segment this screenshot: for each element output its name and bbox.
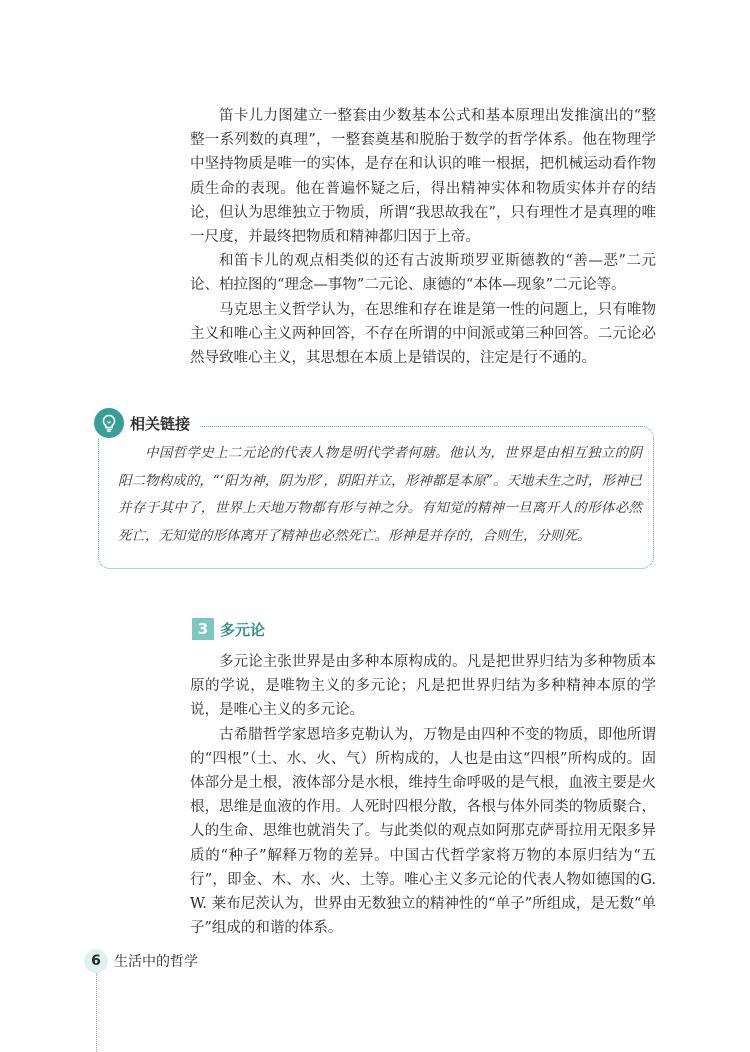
section-number-badge: 3 (192, 618, 214, 640)
paragraph-marxist-view: 马克思主义哲学认为，在思维和存在谁是第一性的问题上，只有唯物主义和唯心主义两种回答，不存在所谓的中间派或第三种回答。二元论必然导致唯心主义，其思想在本质上是错误的，注定是行不通的。 (190, 301, 656, 367)
paragraph-pluralism-definition: 多元论主张世界是由多种本原构成的。凡是把世界归结为多种物质本原的学说，是唯物主义的多元论；凡是把世界归结为多种精神本原的学说，是唯心主义的多元论。 (190, 654, 656, 719)
lightbulb-icon (94, 408, 124, 438)
paragraph-descartes: 笛卡儿力图建立一整套由少数基本公式和基本原理出发推演出的“整整一系列数的真理”，一整套奠基和脱胎于数学的哲学体系。他在物理学中坚持物质是唯一的实体，是存在和认识的唯一根据，把机械运动看作物质生命的表现。他在普遍怀疑之后，得出精神实体和物质实体并存的结论，但认为思维独立于物质，所谓“我思故我在”，只有理性才是真理的唯一尺度，并最终把物质和精神都归因于上帝。 (190, 108, 656, 246)
related-link-text: 中国哲学史上二元论的代表人物是明代学者何瑭。他认为，世界是由相互独立的阴阳二物构成的，“‘阳为神，阴为形’，阴阳并立，形神都是本原”。天地未生之时，形神已并存于其中了，世界上天地万物都有形与神之分。有知觉的精神一旦离开人的形体必然死亡，无知觉的形体离开了精神也必然死亡。形神是并存的，合则生，分则死。 (118, 445, 642, 544)
footer-divider (96, 972, 97, 1052)
related-link-header (94, 408, 200, 438)
book-title: 生活中的哲学 (114, 954, 198, 970)
page-number: 6 (84, 949, 108, 973)
paragraph-empedocles: 古希腊哲学家恩培多克勒认为，万物是由四种不变的物质，即他所谓的“四根”（土、水、火、气）所构成的，人也是由这“四根”所构成的。固体部分是土根，液体部分是水根，维持生命呼吸的是气根，血液主要是火根，思维是血液的作用。人死时四根分散，各根与体外同类的物质聚合，人的生命、思维也就消失了。与此类似的观点如阿那克萨哥拉用无限多异质的“种子”解释万物的差异。中国古代哲学家将万物的本原归结为“五行”，即金、木、水、火、土等。唯心主义多元论的代表人物如德国的G. W. 莱布尼茨认为，世界由无数独立的精神性的“单子”所组成，是无数“单子”组成的和谐的体系。 (190, 726, 656, 937)
section-heading (192, 617, 265, 641)
page-footer (84, 948, 198, 974)
related-link-title: 相关链接 (130, 414, 191, 433)
upper-text-block (190, 104, 656, 370)
paragraph-similar-dualism: 和笛卡儿的观点相类似的还有古波斯琐罗亚斯德教的“善—恶”二元论、柏拉图的“理念—事物”二元论、康德的“本体—现象”二元论等。 (190, 253, 656, 294)
section-title: 多元论 (220, 620, 266, 639)
section-text-block (190, 650, 656, 940)
